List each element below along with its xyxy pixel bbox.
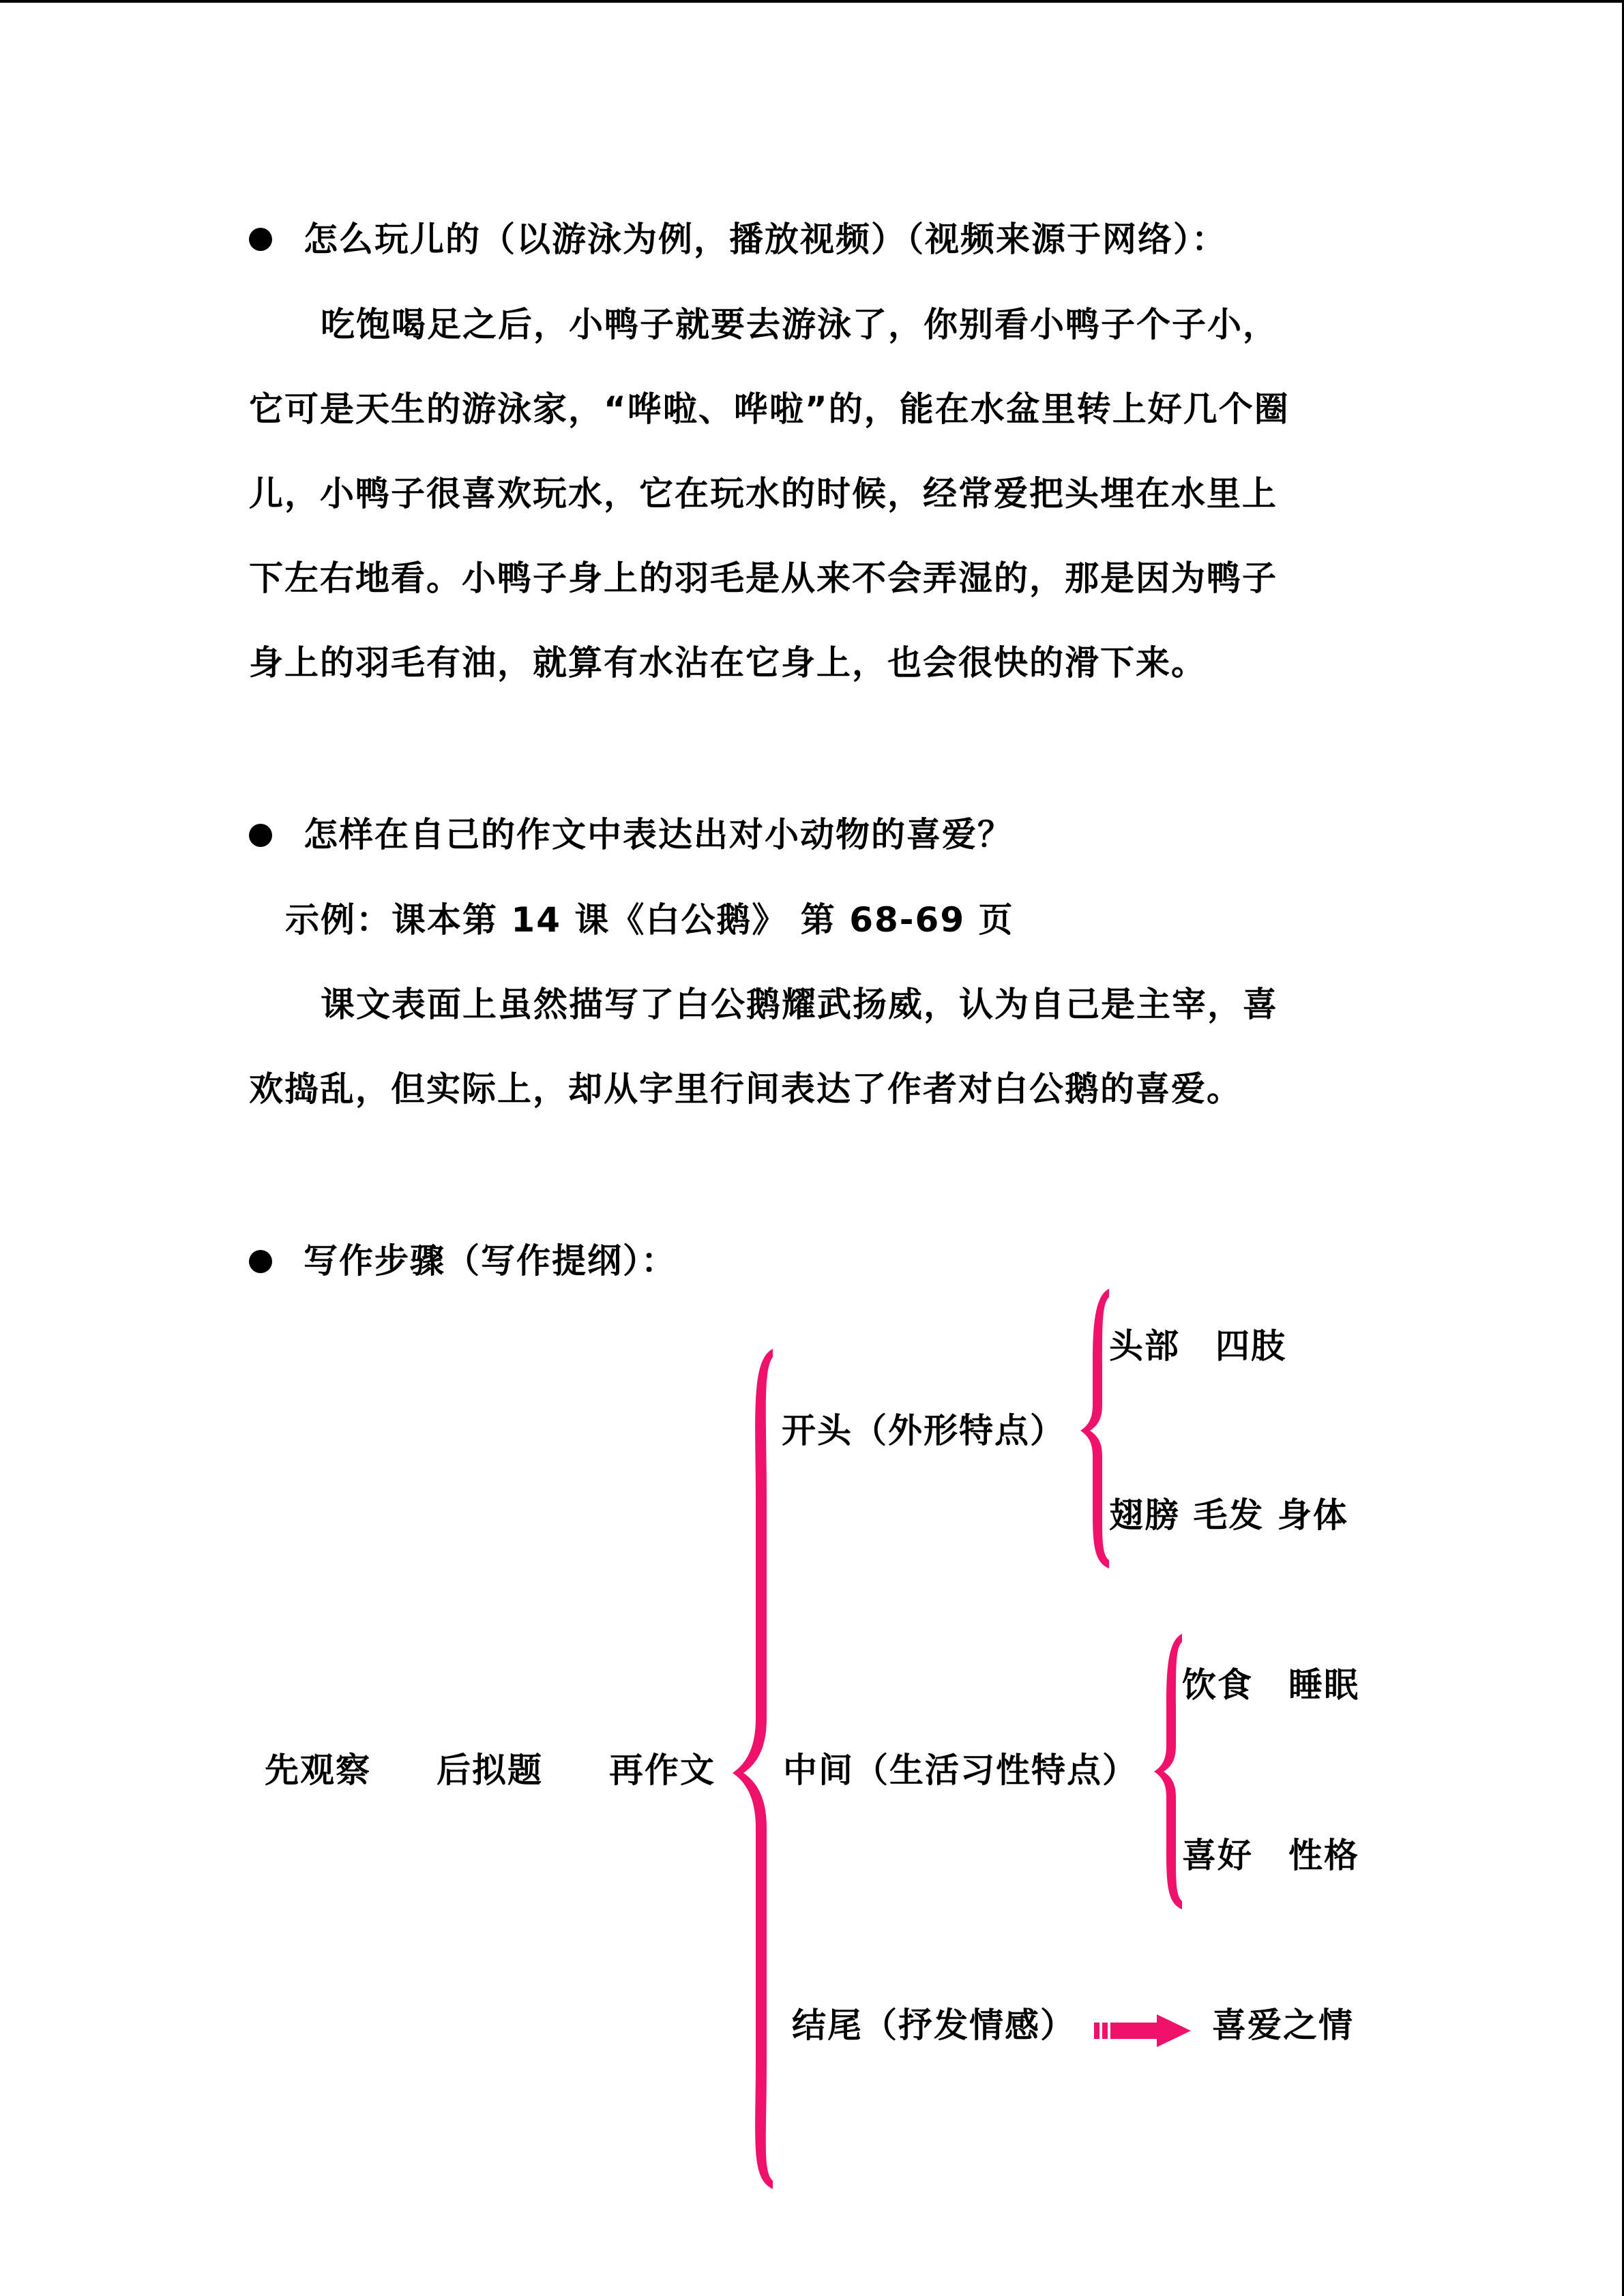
step-write: 再作文 xyxy=(609,1750,715,1790)
middle-label: 中间（生活习性特点） xyxy=(783,1750,1138,1790)
middle-item-1: 饮食 睡眠 xyxy=(1182,1665,1359,1705)
section2-line-1: 课文表面上虽然描写了白公鹅耀武扬威，认为自己是主宰，喜 xyxy=(321,985,1278,1024)
section2-example: 示例：课本第 14 课《白公鹅》 第 68-69 页 xyxy=(285,900,1014,940)
section1-line-1: 吃饱喝足之后，小鸭子就要去游泳了，你别看小鸭子个子小， xyxy=(321,305,1278,344)
section1-line-2: 它可是天生的游泳家，“哗啦、哗啦”的，能在水盆里转上好几个圈 xyxy=(249,389,1290,429)
middle-brace xyxy=(1154,1634,1182,1909)
section1-line-3: 儿，小鸭子很喜欢玩水，它在玩水的时候，经常爱把头埋在水里上 xyxy=(249,474,1278,513)
opening-label: 开头（外形特点） xyxy=(782,1411,1065,1450)
ending-result: 喜爱之情 xyxy=(1212,2006,1354,2045)
step-title: 后拟题 xyxy=(437,1750,543,1790)
opening-brace xyxy=(1080,1289,1109,1568)
ending-label: 结尾（抒发情感） xyxy=(792,2006,1076,2045)
main-brace xyxy=(733,1349,773,2189)
arrow-icon xyxy=(1094,2014,1191,2047)
section1-heading: 怎么玩儿的（以游泳为例，播放视频）（视频来源于网络）： xyxy=(304,220,1227,259)
section1-line-4: 下左右地看。小鸭子身上的羽毛是从来不会弄湿的，那是因为鸭子 xyxy=(249,558,1278,598)
middle-item-2: 喜好 性格 xyxy=(1182,1836,1359,1875)
section2-heading: 怎样在自己的作文中表达出对小动物的喜爱？ xyxy=(304,815,1013,854)
section2-line-2: 欢捣乱，但实际上，却从字里行间表达了作者对白公鹅的喜爱。 xyxy=(249,1069,1242,1109)
section3-heading: 写作步骤（写作提纲）： xyxy=(304,1241,677,1281)
opening-item-2: 翅膀 毛发 身体 xyxy=(1109,1495,1348,1535)
opening-item-1: 头部 四肢 xyxy=(1109,1326,1286,1366)
step-observe: 先观察 xyxy=(265,1750,371,1790)
section1-line-5: 身上的羽毛有油，就算有水沾在它身上，也会很快的滑下来。 xyxy=(249,643,1207,683)
